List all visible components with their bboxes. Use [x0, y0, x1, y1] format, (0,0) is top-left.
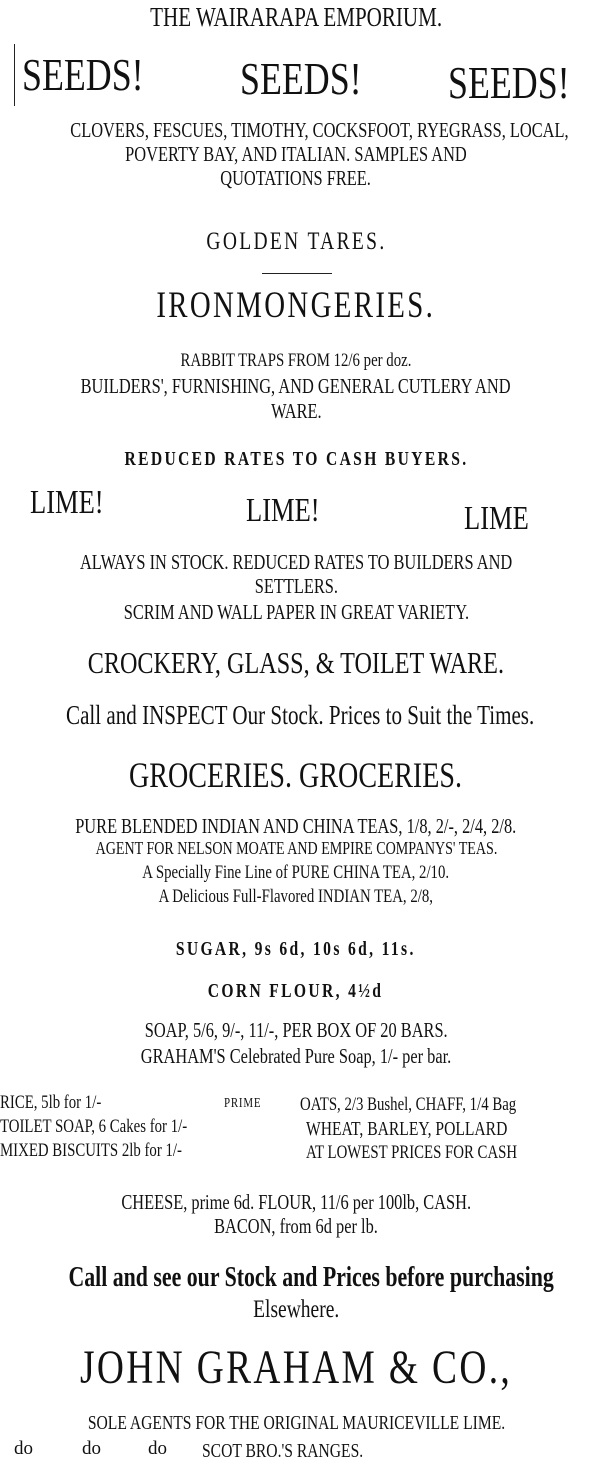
- groceries-line-1: PURE BLENDED INDIAN AND CHINA TEAS, 1/8, 2/-, 2/4, 2/8.: [75, 814, 517, 838]
- groceries-line-3: A Specially Fine Line of PURE CHINA TEA, 2/10.: [142, 862, 450, 883]
- ironmongeries-heading: IRONMONGERIES.: [156, 285, 436, 326]
- emporium-title: THE WAIRARAPA EMPORIUM.: [150, 2, 442, 32]
- sugar-price: SUGAR, 9s 6d, 10s 6d, 11s.: [176, 938, 416, 960]
- seeds-heading-1: SEEDS!: [22, 49, 144, 100]
- left-border-rule: [14, 44, 15, 106]
- divider-rule: [262, 273, 332, 274]
- call-line-1: Call and see our Stock and Prices before purchasing: [68, 1262, 554, 1293]
- ditto-mark-3: do: [148, 1438, 167, 1459]
- ditto-mark-1: do: [14, 1438, 33, 1459]
- iron-line-3: WARE.: [270, 399, 322, 423]
- call-line-2: Elsewhere.: [252, 1296, 340, 1323]
- iron-line-2: BUILDERS', FURNISHING, AND GENERAL CUTLERY AND: [81, 374, 511, 398]
- lime-heading-2: LIME!: [246, 492, 320, 529]
- lime-heading-3: LIME: [464, 500, 529, 537]
- lime-heading-1: LIME!: [30, 484, 104, 521]
- crockery-heading: CROCKERY, GLASS, & TOILET WARE.: [87, 645, 505, 680]
- groceries-line-4: A Delicious Full-Flavored INDIAN TEA, 2/8,: [158, 886, 434, 907]
- seeds-line-3: QUOTATIONS FREE.: [220, 166, 372, 190]
- inspect-line: Call and INSPECT Our Stock. Prices to Suit the Times.: [66, 700, 535, 730]
- price-left-1: RICE, 5lb for 1/-: [0, 1092, 102, 1113]
- seeds-heading-3: SEEDS!: [448, 57, 570, 108]
- seeds-heading-2: SEEDS!: [240, 53, 362, 104]
- golden-tares: GOLDEN TARES.: [205, 228, 387, 255]
- price-right-3: AT LOWEST PRICES FOR CASH: [306, 1142, 518, 1163]
- cheese-line-1: CHEESE, prime 6d. FLOUR, 11/6 per 100lb, CASH.: [121, 1190, 471, 1214]
- sole-agents-line: SOLE AGENTS FOR THE ORIGINAL MAURICEVILLE LIME.: [87, 1412, 505, 1434]
- groceries-heading: GROCERIES. GROCERIES.: [129, 755, 463, 795]
- lime-line-2: SETTLERS.: [254, 574, 338, 598]
- price-prime-label: PRIME: [224, 1096, 262, 1111]
- corn-flour-price: CORN FLOUR, 4½d: [208, 980, 384, 1002]
- price-right-1: OATS, 2/3 Bushel, CHAFF, 1/4 Bag: [300, 1094, 517, 1115]
- price-right-2: WHEAT, BARLEY, POLLARD: [306, 1118, 508, 1140]
- seeds-line-2: POVERTY BAY, AND ITALIAN. SAMPLES AND: [125, 142, 467, 166]
- seeds-line-1: CLOVERS, FESCUES, TIMOTHY, COCKSFOOT, RYEGRASS, LOCAL,: [70, 118, 569, 142]
- iron-line-1: RABBIT TRAPS FROM 12/6 per doz.: [180, 350, 412, 371]
- company-name: JOHN GRAHAM & CO.,: [79, 1341, 513, 1394]
- price-left-2: TOILET SOAP, 6 Cakes for 1/-: [0, 1116, 188, 1137]
- ranges-line: SCOT BRO.'S RANGES.: [202, 1440, 364, 1462]
- price-left-3: MIXED BISCUITS 2lb for 1/-: [0, 1140, 182, 1161]
- ditto-mark-2: do: [82, 1438, 101, 1459]
- cash-buyers: REDUCED RATES TO CASH BUYERS.: [124, 448, 468, 470]
- soap-line-2: GRAHAM'S Celebrated Pure Soap, 1/- per bar.: [140, 1044, 452, 1068]
- groceries-line-2: AGENT FOR NELSON MOATE AND EMPIRE COMPANYS' TEAS.: [95, 838, 497, 858]
- cheese-line-2: BACON, from 6d per lb.: [214, 1214, 378, 1238]
- lime-line-1: ALWAYS IN STOCK. REDUCED RATES TO BUILDERS AND: [79, 550, 513, 574]
- lime-line-3: SCRIM AND WALL PAPER IN GREAT VARIETY.: [123, 600, 469, 624]
- soap-line-1: SOAP, 5/6, 9/-, 11/-, PER BOX OF 20 BARS.: [144, 1018, 448, 1042]
